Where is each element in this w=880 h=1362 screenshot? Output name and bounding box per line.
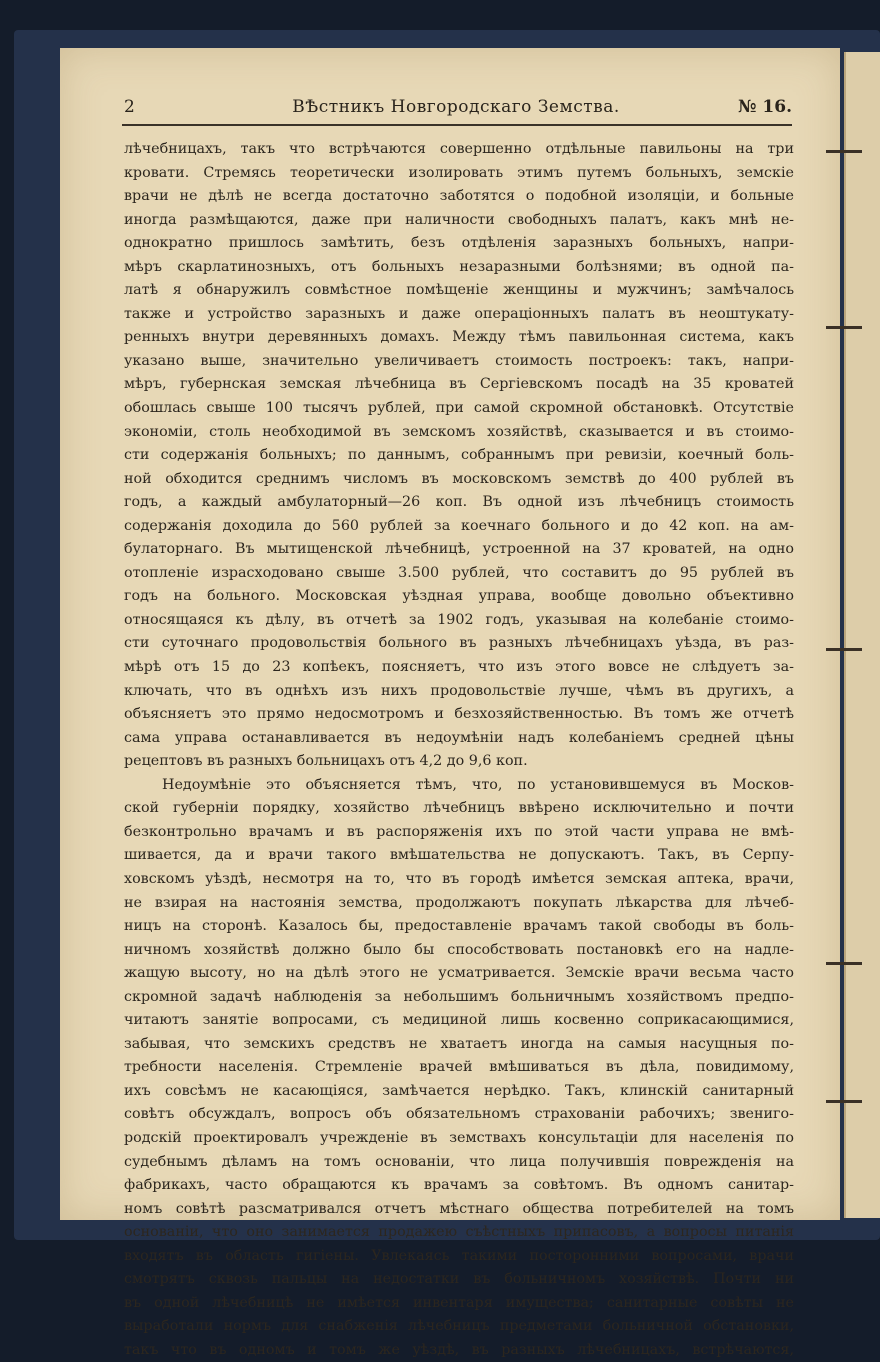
text-line: не взирая на настоянія земства, продолжаютъ покупать лѣкарства для лѣчеб- <box>124 894 794 911</box>
text-line: сама управа останавливается въ недоумѣніи надъ колебаніемъ средней цѣны <box>124 729 794 746</box>
text-line: относящаяся къ дѣлу, въ отчетѣ за 1902 годъ, указывая на колебаніе стоимо- <box>124 611 794 628</box>
text-line: латѣ я обнаружилъ совмѣстное помѣщеніе женщины и мужчинъ; замѣчалось <box>124 282 794 299</box>
text-line: выработали нормъ для снабженія лѣчебницъ предметами больничной обстановки, <box>124 1318 794 1335</box>
text-line: судебнымъ дѣламъ на томъ основаніи, что лица получившія поврежденія на <box>124 1153 794 1170</box>
text-line: однократно пришлось замѣтить, безъ отдѣленія заразныхъ больныхъ, напри- <box>124 235 794 252</box>
text-line: ренныхъ внутри деревянныхъ домахъ. Между тѣмъ павильонная система, какъ <box>124 329 794 346</box>
text-line: содержанія доходила до 560 рублей за коечнаго больного и до 42 коп. на ам- <box>124 517 794 534</box>
text-line: обошлась свыше 100 тысячъ рублей, при самой скромной обстановкѣ. Отсутствіе <box>124 400 794 417</box>
journal-title: ВѢстникъ Новгородскаго Земства. <box>292 97 620 117</box>
text-line: скромной задачѣ наблюденія за небольшимъ больничнымъ хозяйствомъ предпо- <box>124 988 794 1005</box>
text-line: врачи не дѣлѣ не всегда достаточно заботятся о подобной изоляціи, и больные <box>124 188 794 205</box>
running-header <box>120 97 792 121</box>
text-line: фабрикахъ, часто обращаются къ врачамъ за совѣтомъ. Въ одномъ санитар- <box>124 1177 794 1194</box>
page-tab-mark <box>826 962 862 965</box>
text-line: мѣрѣ отъ 15 до 23 копѣекъ, поясняетъ, что изъ этого вовсе не слѣдуетъ за- <box>124 659 794 676</box>
text-line: основаніи, что оно занимается продажею съѣстныхъ припасовъ, а вопросы питанія <box>124 1224 794 1241</box>
text-line: требности населенія. Стремленіе врачей вмѣшиваться въ дѣла, повидимому, <box>124 1059 794 1076</box>
text-line: жащую высоту, но на дѣлѣ этого не усматривается. Земскіе врачи весьма часто <box>124 965 794 982</box>
text-line: номъ совѣтѣ разсматривался отчетъ мѣстнаго общества потребителей на томъ <box>124 1200 794 1217</box>
page-tab-mark <box>826 150 862 153</box>
text-line: также и устройство заразныхъ и даже операціонныхъ палатъ въ неоштукату- <box>124 305 794 322</box>
text-line: отопленіе израсходовано свыше 3.500 рублей, что составитъ до 95 рублей въ <box>124 564 794 581</box>
page-number: 2 <box>124 97 135 117</box>
text-line: ничномъ хозяйствѣ должно было бы способствовать постановкѣ его на надле- <box>124 941 794 958</box>
page-tab-mark <box>826 1100 862 1103</box>
text-line: экономіи, столь необходимой въ земскомъ хозяйствѣ, сказывается и въ стоимо- <box>124 423 794 440</box>
page-tab-mark <box>826 648 862 651</box>
text-line: годъ на больного. Московская уѣздная управа, вообще довольно объективно <box>124 588 794 605</box>
text-line: ключать, что въ однѣхъ изъ нихъ продовольствіе лучше, чѣмъ въ другихъ, а <box>124 682 794 699</box>
text-line: лѣчебницахъ, такъ что встрѣчаются совершенно отдѣльные павильоны на три <box>124 141 794 157</box>
adjacent-page-edge <box>844 52 880 1218</box>
text-line: читаютъ занятіе вопросами, съ медициной лишь косвенно соприкасающимися, <box>124 1012 794 1029</box>
text-line: ной обходится среднимъ числомъ въ московскомъ земствѣ до 400 рублей въ <box>124 470 794 487</box>
text-line: такъ что въ одномъ и томъ же уѣздѣ, въ разныхъ лѣчебницахъ, встрѣчаются, <box>124 1341 794 1358</box>
header-rule <box>122 124 792 126</box>
text-line: мѣръ скарлатинозныхъ, отъ больныхъ незаразными болѣзнями; въ одной па- <box>124 258 794 275</box>
text-line: сти суточнаго продовольствія больного въ разныхъ лѣчебницахъ уѣзда, въ раз- <box>124 635 794 652</box>
text-line: кровати. Стремясь теоретически изолировать этимъ путемъ больныхъ, земскіе <box>124 164 794 181</box>
text-line: сти содержанія больныхъ; по даннымъ, собраннымъ при ревизіи, коечный боль- <box>124 447 794 464</box>
text-line: ницъ на сторонѣ. Казалось бы, предоставленіе врачамъ такой свободы въ боль- <box>124 918 794 935</box>
page-tab-mark <box>826 326 862 329</box>
text-line: Недоумѣніе это объясняется тѣмъ, что, по установившемуся въ Москов- <box>162 776 794 793</box>
text-line: шивается, да и врачи такого вмѣшательства не допускаютъ. Такъ, въ Серпу- <box>124 847 794 864</box>
text-line: безконтрольно врачамъ и въ распоряженія ихъ по этой части управа не вмѣ- <box>124 823 794 840</box>
text-line: указано выше, значительно увеличиваетъ стоимость построекъ: такъ, напри- <box>124 352 794 369</box>
text-line: булаторнаго. Въ мытищенской лѣчебницѣ, устроенной на 37 кроватей, на одно <box>124 541 794 558</box>
text-line: смотрятъ сквозь пальцы на недостатки въ больничномъ хозяйствѣ. Почти ни <box>124 1271 794 1288</box>
text-line: забывая, что земскихъ средствъ не хватаетъ иногда на самыя насущныя по- <box>124 1035 794 1052</box>
text-line: входятъ въ область гигіены. Увлекаясь такими посторонними вопросами, врачи <box>124 1247 794 1264</box>
text-line: родскій проектировалъ учрежденіе въ земствахъ консультаціи для населенія по <box>124 1129 794 1146</box>
text-line: ихъ совсѣмъ не касающіяся, замѣчается нерѣдко. Такъ, клинскій санитарный <box>124 1082 794 1099</box>
body-text <box>124 138 794 1362</box>
issue-number: № 16. <box>738 97 792 117</box>
text-line: мѣръ, губернская земская лѣчебница въ Сергіевскомъ посадѣ на 35 кроватей <box>124 376 794 393</box>
text-line: въ одной лѣчебницѣ не имѣется инвентаря имущества; санитарные совѣты не <box>124 1294 794 1311</box>
text-line: рецептовъ въ разныхъ больницахъ отъ 4,2 до 9,6 коп. <box>124 753 528 770</box>
text-line: ской губерніи порядку, хозяйство лѣчебницъ ввѣрено исключительно и почти <box>124 800 794 817</box>
text-line: объясняетъ это прямо недосмотромъ и безхозяйственностью. Въ томъ же отчетѣ <box>124 706 794 723</box>
text-line: годъ, а каждый амбулаторный—26 коп. Въ одной изъ лѣчебницъ стоимость <box>124 494 794 511</box>
text-line: иногда размѣщаются, даже при наличности свободныхъ палатъ, какъ мнѣ не- <box>124 211 794 228</box>
text-line: ховскомъ уѣздѣ, несмотря на то, что въ городѣ имѣется земская аптека, врачи, <box>124 870 794 887</box>
text-line: совѣтъ обсуждалъ, вопросъ объ обязательномъ страхованіи рабочихъ; звениго- <box>124 1106 794 1123</box>
